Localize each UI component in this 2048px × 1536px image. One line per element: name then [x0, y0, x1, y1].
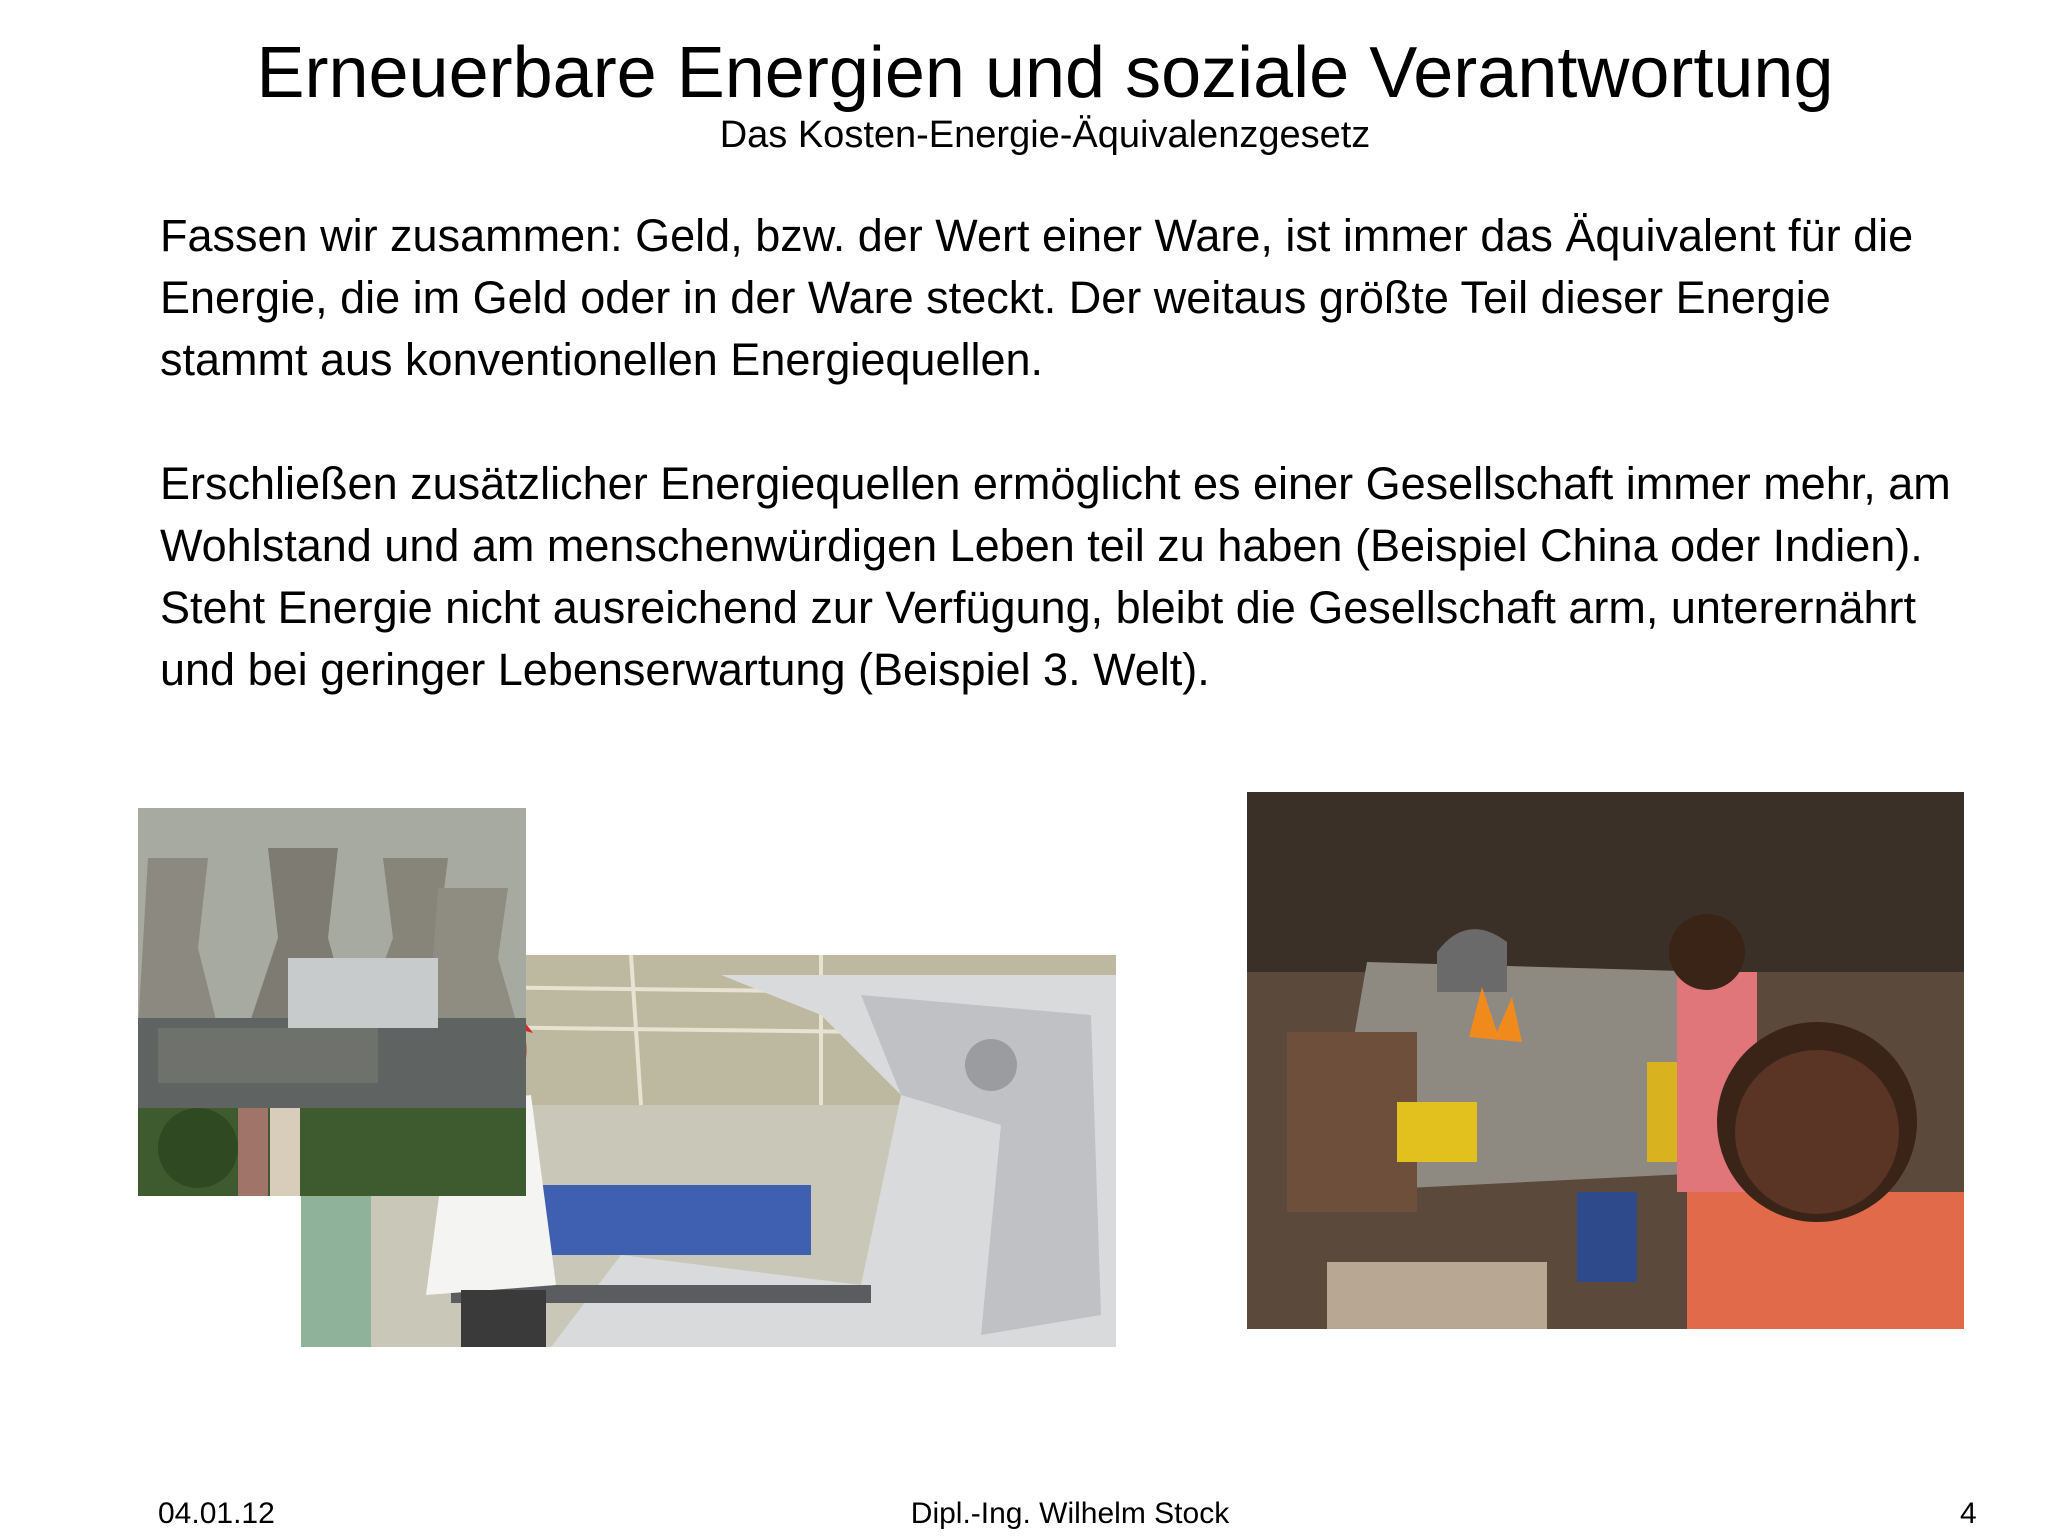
- paragraph-summary: Fassen wir zusammen: Geld, bzw. der Wert einer Ware, ist immer das Äquivalent für die Energie, die im Geld oder in der Ware steckt. Der weitaus größte Teil dieser Energie stammt aus konventionellen Energiequellen.: [160, 210, 1914, 385]
- power-plant-photo: [138, 808, 526, 1196]
- cooking-fire-photo: [1247, 792, 1964, 1329]
- footer-author: Dipl.-Ing. Wilhelm Stock: [910, 1497, 1230, 1530]
- slide-title: Erneuerbare Energien und soziale Verantwortung: [256, 33, 1834, 113]
- paragraph-energy-society: Erschließen zusätzlicher Energiequellen ermöglicht es einer Gesellschaft immer mehr, am Wohlstand und am menschenwürdigen Leben teil zu haben (Beispiel China oder Indien). Steht Energie nicht ausreichend zur Verfügung, bleibt die Gesellschaft arm, unterernährt und bei geringer Lebenserwartung (Beispiel 3. Welt).: [160, 458, 1951, 695]
- slide-body: [160, 205, 1990, 701]
- footer-date: 04.01.12: [158, 1497, 275, 1530]
- footer-page-number: 4: [1960, 1497, 1977, 1530]
- slide-subtitle: Das Kosten-Energie-Äquivalenzgesetz: [719, 114, 1371, 156]
